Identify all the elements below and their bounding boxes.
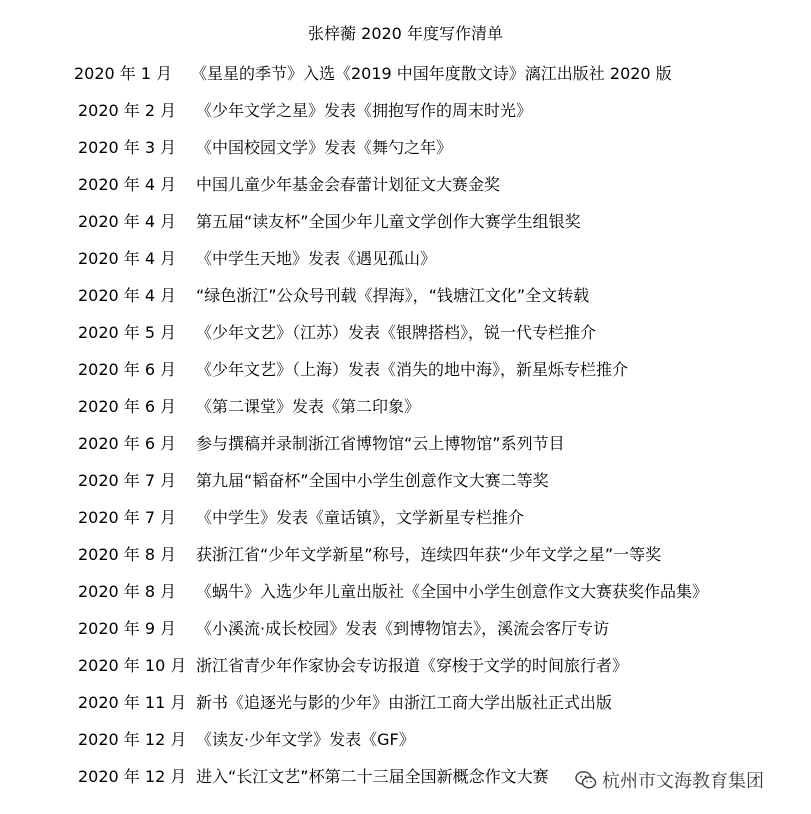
entry-text: 《中学生天地》发表《遇见孤山》	[196, 249, 437, 268]
entry-date: 2020 年 6 月	[78, 434, 177, 453]
entry-date: 2020 年 11 月	[78, 693, 187, 712]
list-item	[0, 209, 811, 246]
entry-date: 2020 年 2 月	[78, 101, 177, 120]
entry-text: 新书《追逐光与影的少年》由浙江工商大学出版社正式出版	[196, 693, 613, 712]
list-item	[0, 542, 811, 579]
entry-text: 《少年文艺》（上海）发表《消失的地中海》，新星烁专栏推介	[196, 360, 629, 379]
list-item	[0, 727, 811, 764]
entry-text: 《中国校园文学》发表《舞勺之年》	[196, 138, 453, 157]
entry-text: 第九届“韬奋杯”全国中小学生创意作文大赛二等奖	[196, 471, 549, 490]
entry-text: 获浙江省“少年文学新星”称号，连续四年获“少年文学之星”一等奖	[196, 545, 662, 564]
list-item	[0, 172, 811, 209]
entry-date: 2020 年 4 月	[78, 175, 177, 194]
entry-date: 2020 年 6 月	[78, 360, 177, 379]
entry-date: 2020 年 8 月	[78, 582, 177, 601]
entry-text: 进入“长江文艺”杯第二十三届全国新概念作文大赛	[196, 767, 549, 786]
entry-date: 2020 年 7 月	[78, 471, 177, 490]
entry-text: 《星星的季节》入选《2019 中国年度散文诗》漓江出版社 2020 版	[191, 64, 672, 83]
entry-text: 第五届“读友杯”全国少年儿童文学创作大赛学生组银奖	[196, 212, 581, 231]
entry-text: 《少年文学之星》发表《拥抱写作的周末时光》	[196, 101, 533, 120]
entry-text: 参与撰稿并录制浙江省博物馆“云上博物馆”系列节目	[196, 434, 565, 453]
document-title: 张梓蘅 2020 年度写作清单	[308, 24, 503, 43]
list-item	[0, 135, 811, 172]
entry-list	[0, 61, 811, 801]
list-item	[0, 394, 811, 431]
list-item	[0, 431, 811, 468]
entry-date: 2020 年 7 月	[78, 508, 177, 527]
watermark-text: 杭州市文海教育集团	[602, 771, 764, 792]
entry-text: 《第二课堂》发表《第二印象》	[196, 397, 421, 416]
entry-text: 《中学生》发表《童话镇》，文学新星专栏推介	[196, 508, 525, 527]
list-item	[0, 246, 811, 283]
entry-date: 2020 年 4 月	[78, 286, 177, 305]
entry-text: 《少年文艺》（江苏）发表《银牌搭档》，锐一代专栏推介	[196, 323, 597, 342]
entry-date: 2020 年 8 月	[78, 545, 177, 564]
entry-text: “绿色浙江”公众号刊载《捍海》，“钱塘江文化”全文转载	[196, 286, 590, 305]
entry-date: 2020 年 3 月	[78, 138, 177, 157]
list-item	[0, 320, 811, 357]
entry-date: 2020 年 4 月	[78, 249, 177, 268]
wechat-icon	[574, 768, 598, 792]
entry-text: 《蜗牛》入选少年儿童出版社《全国中小学生创意作文大赛获奖作品集》	[196, 582, 709, 601]
entry-text: 《读友·少年文学》发表《GF》	[196, 730, 415, 749]
list-item	[0, 653, 811, 690]
entry-date: 2020 年 12 月	[78, 767, 187, 786]
list-item	[0, 690, 811, 727]
entry-text: 中国儿童少年基金会春蕾计划征文大赛金奖	[196, 175, 501, 194]
entry-text: 浙江省青少年作家协会专访报道《穿梭于文学的时间旅行者》	[196, 656, 629, 675]
entry-date: 2020 年 1 月	[74, 64, 173, 83]
list-item	[0, 505, 811, 542]
entry-date: 2020 年 9 月	[78, 619, 177, 638]
list-item	[0, 98, 811, 135]
list-item	[0, 579, 811, 616]
entry-date: 2020 年 6 月	[78, 397, 177, 416]
list-item	[0, 283, 811, 320]
list-item	[0, 357, 811, 394]
list-item	[0, 616, 811, 653]
entry-date: 2020 年 10 月	[78, 656, 187, 675]
entry-date: 2020 年 5 月	[78, 323, 177, 342]
entry-text: 《小溪流·成长校园》发表《到博物馆去》，溪流会客厅专访	[196, 619, 610, 638]
entry-date: 2020 年 4 月	[78, 212, 177, 231]
watermark	[574, 766, 764, 794]
list-item	[0, 61, 811, 98]
list-item	[0, 468, 811, 505]
entry-date: 2020 年 12 月	[78, 730, 187, 749]
